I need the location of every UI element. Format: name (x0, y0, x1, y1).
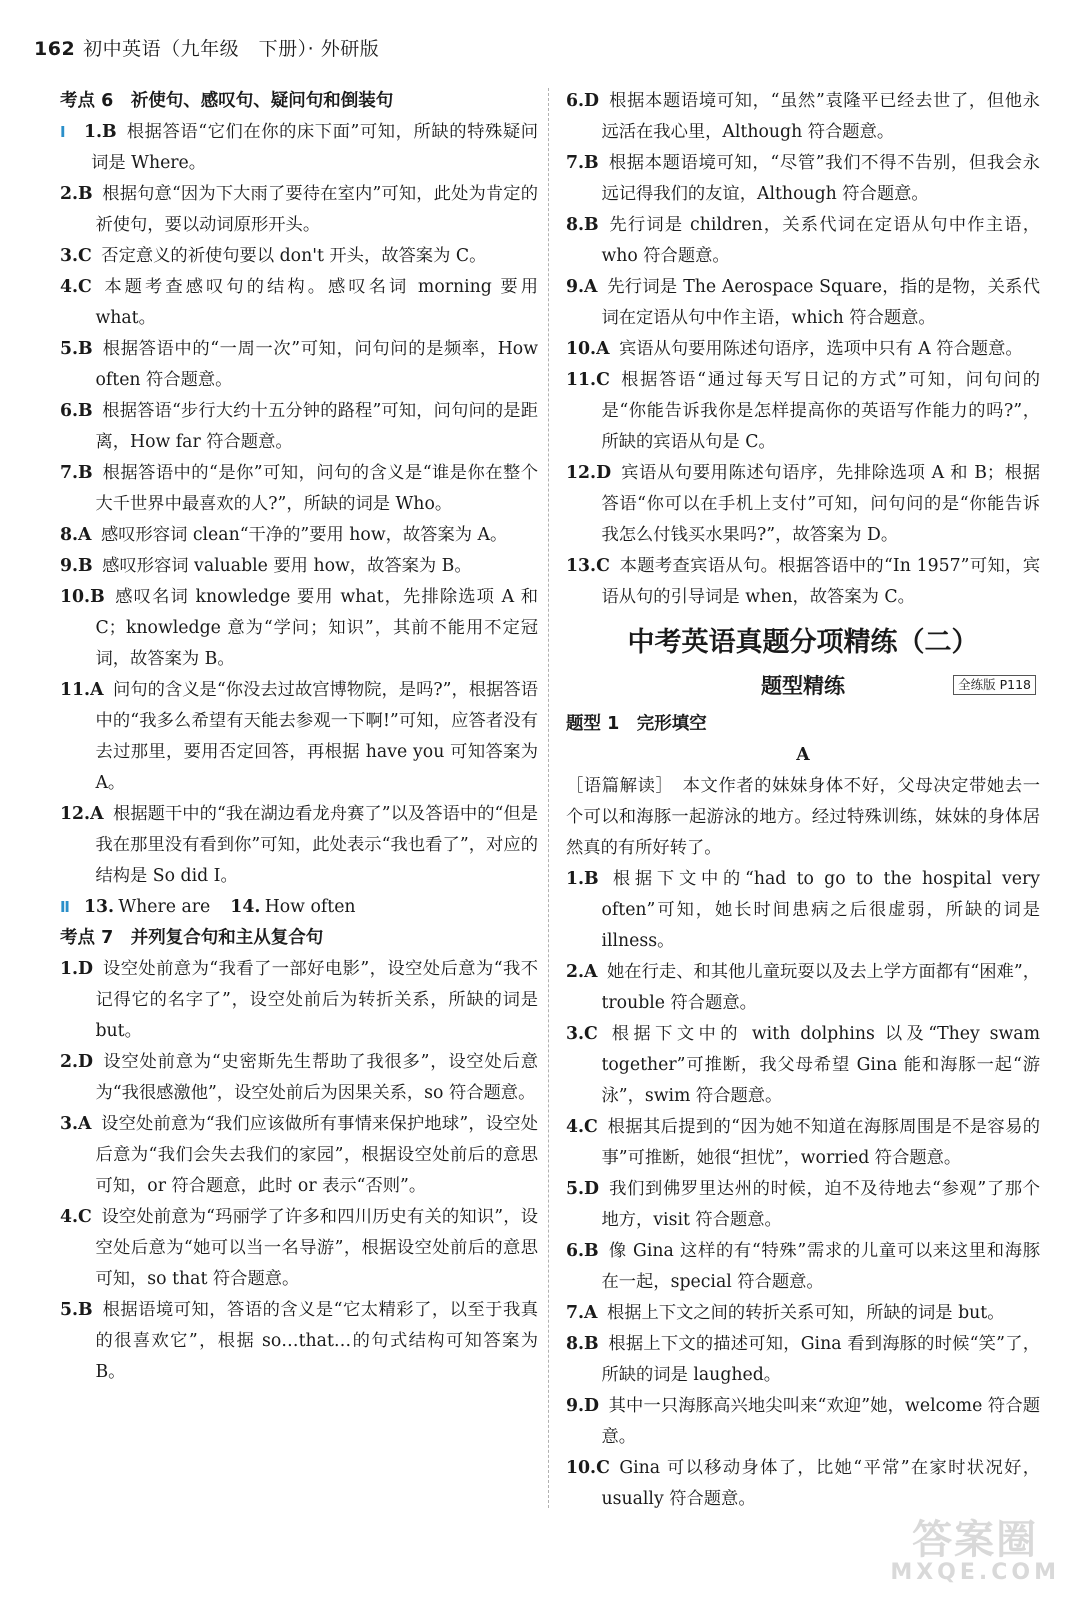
answer-text: 本题考查感叹句的结构。感叹名词 morning 要用 what。 (95, 277, 538, 328)
answer-number: 6.B (60, 401, 93, 421)
answer-text: 感叹形容词 valuable 要用 how，故答案为 B。 (102, 556, 472, 576)
answer-number: 3.A (60, 1114, 92, 1134)
answer-item (566, 210, 1040, 272)
answer-number: 14. (230, 897, 261, 917)
answer-number: 6.D (566, 91, 600, 111)
page-reference-tag: 全练版 P118 (953, 675, 1036, 695)
answer-text: 根据答语中的“是你”可知，问句的含义是“谁是你在整个大千世界中最喜欢的人?”，所缺的词是 Who。 (95, 463, 538, 514)
answer-text: 我们到佛罗里达州的时候，迫不及待地去“参观”了那个地方，visit 符合题意。 (601, 1179, 1040, 1230)
answer-text: 先行词是 The Aerospace Square，指的是物，关系代词在定语从句中作主语，which 符合题意。 (601, 277, 1040, 328)
answer-text: 否定意义的祈使句要以 don't 开头，故答案为 C。 (101, 246, 487, 266)
answer-text: 宾语从句要用陈述句语序，选项中只有 A 符合题意。 (618, 339, 1023, 359)
answer-text: 根据下文中的 with dolphins 以及“They swam together”可推断，我父母希望 Gina 能和海豚一起“游泳”，swim 符合题意。 (601, 1024, 1040, 1106)
answer-text: 根据其后提到的“因为她不知道在海豚周围是不是容易的事”可推断，她很“担忧”，worried 符合题意。 (601, 1117, 1040, 1168)
answer-text: 设空处前意为“我们应该做所有事情来保护地球”，设空处后意为“我们会失去我们的家园”，根据设空处前后的意思可知，or 符合题意，此时 or 表示“否则”。 (95, 1114, 538, 1196)
answer-number: 1.B (84, 122, 117, 142)
answer-item (60, 582, 538, 675)
answer-text: 设空处前意为“我看了一部好电影”，设空处后意为“我不记得它的名字了”，设空处前后为转折关系，所缺的词是 but。 (95, 959, 538, 1041)
answer-item (566, 1112, 1040, 1174)
left-column (60, 86, 538, 1388)
answer-text: 根据答语“它们在你的床下面”可知，所缺的特殊疑问词是 Where。 (91, 122, 538, 173)
answer-text: 她在行走、和其他儿童玩耍以及去上学方面都有“困难”，trouble 符合题意。 (601, 962, 1040, 1013)
part-marker-ii: Ⅱ (60, 898, 70, 916)
passage-letter: A (796, 745, 810, 765)
answer-item (566, 86, 1040, 148)
answer-item (566, 148, 1040, 210)
section-7-title: 考点 7 并列复合句和主从复合句 (60, 928, 324, 948)
answer-item (566, 1391, 1040, 1453)
answer-text: 根据语境可知，答语的含义是“它太精彩了，以至于我真的很喜欢它”，根据 so…that…的句式结构可知答案为 B。 (95, 1300, 538, 1382)
answer-item (566, 1236, 1040, 1298)
watermark-logo-text: 答案圈 (912, 1517, 1039, 1563)
answer-item (60, 954, 538, 1047)
answer-text: 宾语从句要用陈述句语序，先排除选项 A 和 B；根据答语“你可以在手机上支付”可知，问句问的是“你能告诉我怎么付钱买水果吗?”，故答案为 D。 (601, 463, 1040, 545)
answer-number: 13. (84, 897, 115, 917)
answer-item (566, 1174, 1040, 1236)
answer-number: 8.B (566, 215, 599, 235)
answer-text: 根据句意“因为下大雨了要待在室内”可知，此处为肯定的祈使句，要以动词原形开头。 (95, 184, 538, 235)
subtitle-row (566, 669, 1040, 703)
answer-text: Gina 可以移动身体了，比她“平常”在家时状况好，usually 符合题意。 (601, 1458, 1040, 1509)
answer-text: 本题考查宾语从句。根据答语中的“In 1957”可知，宾语从句的引导词是 when，故答案为 C。 (601, 556, 1040, 607)
answer-number: 1.D (60, 959, 94, 979)
answer-number: 3.C (60, 246, 92, 266)
answer-text: 根据上下文的描述可知，Gina 看到海豚的时候“笑”了，所缺的词是 laughed。 (601, 1334, 1040, 1385)
answer-item (566, 334, 1040, 365)
answer-number: 6.B (566, 1241, 599, 1261)
answer-number: 11.C (566, 370, 610, 390)
answer-number: 13.C (566, 556, 610, 576)
book-title: 初中英语（九年级 下册）· 外研版 (83, 38, 380, 60)
answer-text: How often (264, 897, 356, 917)
answer-number: 7.B (60, 463, 93, 483)
answer-item (60, 799, 538, 892)
answer-text: 感叹名词 knowledge 要用 what，先排除选项 A 和 C；knowledge 意为“学问；知识”，其前不能用不定冠词，故答案为 B。 (95, 587, 538, 669)
answer-number: 2.A (566, 962, 598, 982)
subtitle: 题型精练 (761, 674, 845, 698)
column-divider (548, 88, 549, 1508)
answer-item (566, 864, 1040, 957)
answer-number: 1.B (566, 869, 599, 889)
answer-number: 9.B (60, 556, 93, 576)
answer-item (60, 520, 538, 551)
answer-item (60, 272, 538, 334)
answer-number: 7.B (566, 153, 599, 173)
answer-number: 5.D (566, 1179, 600, 1199)
answer-item (60, 241, 538, 272)
answer-item (60, 458, 538, 520)
answer-number: 3.C (566, 1024, 598, 1044)
answer-item-fill (60, 892, 538, 923)
answer-item (566, 957, 1040, 1019)
answer-number: 4.C (60, 277, 92, 297)
answer-text: 根据下文中的“had to go to the hospital very often”可知，她长时间患病之后很虚弱，所缺的词是 illness。 (601, 869, 1040, 951)
answer-text: 先行词是 children，关系代词在定语从句中作主语，who 符合题意。 (601, 215, 1040, 266)
answer-text: 根据答语“通过每天写日记的方式”可知，问句问的是“你能告诉我你是怎样提高你的英语写作能力的吗?”，所缺的宾语从句是 C。 (601, 370, 1040, 452)
answer-number: 12.D (566, 463, 612, 483)
answer-item (566, 365, 1040, 458)
answer-number: 9.A (566, 277, 598, 297)
site-watermark (890, 1517, 1060, 1585)
answer-item (60, 117, 538, 179)
answer-text: 根据答语“步行大约十五分钟的路程”可知，问句问的是距离，How far 符合题意。 (95, 401, 538, 452)
answer-text: 设空处前意为“史密斯先生帮助了我很多”，设空处后意为“我很感激他”，设空处前后为因果关系，so 符合题意。 (95, 1052, 538, 1103)
answer-number: 10.C (566, 1458, 610, 1478)
answer-number: 2.B (60, 184, 93, 204)
part-marker-i: Ⅰ (60, 123, 66, 141)
passage-summary: ［语篇解读］ 本文作者的妹妹身体不好，父母决定带她去一个可以和海豚一起游泳的地方。经过特殊训练，妹妹的身体居然真的有所好转了。 (566, 776, 1040, 858)
answer-item (566, 1019, 1040, 1112)
answer-text: 根据本题语境可知，“尽管”我们不得不告别，但我会永远记得我们的友谊，Although 符合题意。 (601, 153, 1040, 204)
answer-text: 其中一只海豚高兴地尖叫来“欢迎”她，welcome 符合题意。 (601, 1396, 1040, 1447)
answer-text: 设空处前意为“玛丽学了许多和四川历史有关的知识”，设空处后意为“她可以当一名导游”，根据设空处前后的意思可知，so that 符合题意。 (95, 1207, 538, 1289)
answer-number: 8.A (60, 525, 92, 545)
answer-item (60, 1047, 538, 1109)
answer-number: 7.A (566, 1303, 598, 1323)
answer-text: 感叹形容词 clean“干净的”要用 how，故答案为 A。 (100, 525, 508, 545)
answer-number: 2.D (60, 1052, 94, 1072)
answer-item (566, 458, 1040, 551)
answer-number: 5.B (60, 339, 93, 359)
question-type-title: 题型 1 完形填空 (566, 714, 707, 734)
chapter-title: 中考英语真题分项精练（二） (627, 627, 979, 658)
answer-number: 11.A (60, 680, 104, 700)
answer-number: 5.B (60, 1300, 93, 1320)
answer-text: 根据本题语境可知，“虽然”袁隆平已经去世了，但他永远活在我心里，Although 符合题意。 (601, 91, 1040, 142)
answer-item (566, 272, 1040, 334)
answer-item (60, 1295, 538, 1388)
answer-number: 9.D (566, 1396, 600, 1416)
answer-number: 8.B (566, 1334, 599, 1354)
answer-item (60, 1109, 538, 1202)
answer-item (566, 551, 1040, 613)
answer-item (60, 1202, 538, 1295)
section-6-title: 考点 6 祈使句、感叹句、疑问句和倒装句 (60, 91, 394, 111)
answer-item (566, 1298, 1040, 1329)
answer-text: 像 Gina 这样的有“特殊”需求的儿童可以来这里和海豚在一起，special 符合题意。 (601, 1241, 1040, 1292)
answer-item (566, 1329, 1040, 1391)
answer-item (60, 675, 538, 799)
answer-text: 问句的含义是“你没去过故宫博物院，是吗?”，根据答语中的“我多么希望有天能去参观一下啊!”可知，应答者没有去过那里，要用否定回答，再根据 have you 可知答案为 A。 (95, 680, 538, 793)
answer-item (566, 1453, 1040, 1515)
answer-item (60, 551, 538, 582)
answer-text: 根据题干中的“我在湖边看龙舟赛了”以及答语中的“但是我在那里没有看到你”可知，此处表示“我也看了”，对应的结构是 So did I。 (95, 804, 538, 886)
answer-item (60, 334, 538, 396)
answer-number: 10.B (60, 587, 105, 607)
answer-text: 根据答语中的“一周一次”可知，问句问的是频率，How often 符合题意。 (95, 339, 538, 390)
answer-number: 12.A (60, 804, 104, 824)
right-column (566, 86, 1040, 1515)
answer-text: Where are (118, 897, 211, 917)
page-header (34, 34, 379, 61)
answer-number: 4.C (60, 1207, 92, 1227)
watermark-url: MXQE.COM (890, 1560, 1060, 1585)
answer-item (60, 179, 538, 241)
answer-number: 4.C (566, 1117, 598, 1137)
answer-number: 10.A (566, 339, 610, 359)
page-number: 162 (34, 38, 76, 60)
answer-item (60, 396, 538, 458)
answer-text: 根据上下文之间的转折关系可知，所缺的词是 but。 (606, 1303, 1005, 1323)
